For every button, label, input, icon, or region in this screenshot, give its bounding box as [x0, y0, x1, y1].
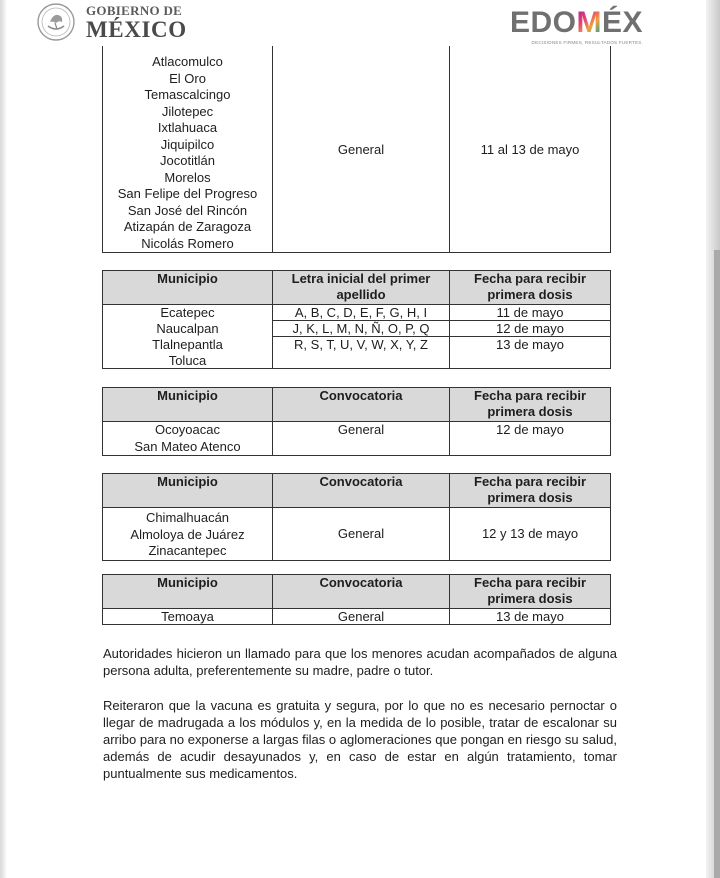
fecha-cell: 11 al 13 de mayo: [450, 46, 611, 253]
list-item: Chimalhuacán: [145, 510, 230, 525]
table-row: [103, 305, 611, 321]
table-row: [103, 422, 611, 456]
fecha-cell: 12 de mayo: [450, 321, 611, 337]
gobierno-de-mexico-logo: [86, 4, 187, 41]
fecha-cell: 11 de mayo: [450, 305, 611, 321]
paragraph-recomendaciones: Reiteraron que la vacuna es gratuita y segura, por lo que no es necesario pernoctar o llegar de madrugada a los módulos y, en la medida de lo posible, tratar de escalonar su arribo para no exponerse a largas filas o aglomeraciones que pongan en riesgo su salud, además de acudir desayunados y, en caso de estar en algún tratamiento, tomar puntualmente sus medicamentos.: [103, 698, 617, 781]
letras-cell: R, S, T, U, V, W, X, Y, Z: [273, 337, 450, 353]
table-row: [103, 337, 611, 353]
coat-of-arms-icon: [36, 2, 76, 42]
table-row: [103, 353, 611, 369]
municipio-list-cell: [103, 46, 273, 253]
list-item: Nicolás Romero: [141, 235, 234, 251]
list-item: Jilotepec: [161, 103, 214, 119]
list-item: Temascalcingo: [144, 87, 231, 102]
table-header-row: [103, 474, 611, 508]
convocatoria-cell: General: [273, 46, 450, 253]
column-header: Municipio: [103, 575, 273, 609]
letras-cell: A, B, C, D, E, F, G, H, I: [273, 305, 450, 321]
table-header-row: [103, 575, 611, 609]
column-header: Convocatoria: [273, 575, 450, 609]
list-item: Atizapán de Zaragoza: [123, 219, 252, 234]
municipio-list-cell: [103, 508, 273, 561]
edomex-tagline: DECISIONES FIRMES, RESULTADOS FUERTES.: [531, 40, 644, 45]
scan-edge-strip: [714, 250, 720, 878]
fecha-cell: [450, 353, 611, 369]
column-header: Municipio: [103, 474, 273, 508]
list-item: San Mateo Atenco: [134, 438, 241, 454]
gobierno-line2: MÉXICO: [86, 17, 187, 42]
municipio-cell: Tlalnepantla: [103, 337, 273, 353]
column-header: Convocatoria: [273, 474, 450, 508]
list-item: San Felipe del Progreso: [117, 186, 258, 201]
schedule-table-3: [102, 387, 611, 456]
municipio-cell: Temoaya: [103, 609, 273, 625]
table-row: [103, 609, 611, 625]
column-header: Fecha para recibir primera dosis: [450, 575, 611, 609]
gobierno-line1: GOBIERNO DE: [86, 3, 183, 18]
column-header: Fecha para recibir primera dosis: [450, 388, 611, 422]
convocatoria-cell: General: [273, 508, 450, 561]
municipio-list-cell: [103, 422, 273, 456]
municipio-list: [103, 54, 272, 252]
list-item: Ocoyoacac: [154, 422, 221, 437]
list-item: San José del Rincón: [127, 202, 248, 218]
schedule-table-1: [102, 46, 611, 253]
letras-cell: J, K, L, M, N, Ñ, O, P, Q: [273, 321, 450, 337]
edomex-m: M: [576, 6, 603, 39]
fecha-cell: 13 de mayo: [450, 337, 611, 353]
table-row: [103, 508, 611, 561]
municipio-cell: Toluca: [103, 353, 273, 369]
list-item: Atlacomulco: [152, 54, 223, 69]
list-item: Zinacantepec: [148, 543, 227, 558]
municipio-cell: Ecatepec: [103, 305, 273, 321]
letras-cell: [273, 353, 450, 369]
column-header: Fecha para recibir primera dosis: [450, 474, 611, 508]
convocatoria-cell: General: [273, 609, 450, 625]
list-item: Jiquipilco: [160, 136, 215, 152]
scan-shadow-left: [0, 0, 6, 878]
schedule-table-2: [102, 270, 611, 369]
fecha-cell: 12 y 13 de mayo: [450, 508, 611, 561]
column-header: Fecha para recibir primera dosis: [450, 271, 611, 305]
fecha-cell: 13 de mayo: [450, 609, 611, 625]
table-row: [103, 321, 611, 337]
page-header: [0, 0, 720, 50]
list-item: Ixtlahuaca: [157, 120, 218, 135]
edomex-suffix: ÉX: [602, 6, 644, 39]
list-item: El Oro: [169, 70, 206, 86]
table-row: [103, 46, 611, 253]
edomex-logo: [510, 8, 643, 45]
paragraph-acompanantes: Autoridades hicieron un llamado para que los menores acudan acompañados de alguna persona adulta, preferentemente su madre, padre o tutor.: [103, 646, 617, 678]
list-item: Almoloya de Juárez: [130, 526, 245, 542]
list-item: Jocotitlán: [160, 153, 215, 168]
list-item: Morelos: [164, 169, 211, 185]
column-header: Municipio: [103, 388, 273, 422]
column-header: Municipio: [103, 271, 273, 305]
convocatoria-cell: General: [273, 422, 450, 456]
edomex-prefix: EDO: [510, 6, 577, 39]
fecha-cell: 12 de mayo: [450, 422, 611, 456]
table-header-row: [103, 388, 611, 422]
schedule-table-5: [102, 574, 611, 625]
column-header: Convocatoria: [273, 388, 450, 422]
table-header-row: [103, 271, 611, 305]
column-header: Letra inicial del primer apellido: [273, 271, 450, 305]
municipio-cell: Naucalpan: [103, 321, 273, 337]
schedule-table-4: [102, 473, 611, 561]
